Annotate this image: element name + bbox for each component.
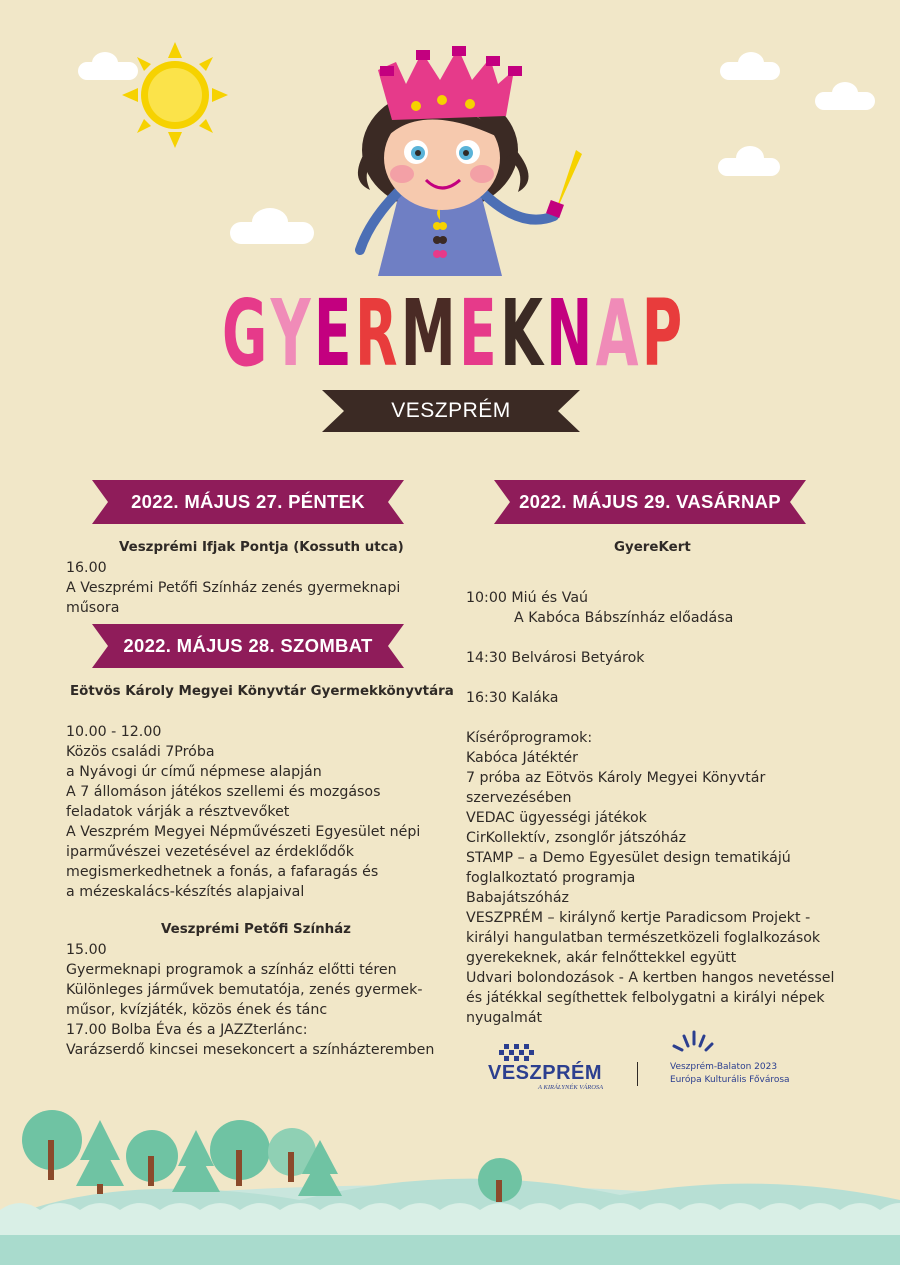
program-line: Különleges járművek bemutatója, zenés gyermek- [66,982,423,998]
ecoc-logo [670,1030,820,1090]
date-banner-label: 2022. MÁJUS 27. PÉNTEK [131,491,365,512]
date-banner-sunday [494,480,806,524]
program-line: foglalkoztató programja [466,870,636,886]
cloud-icon [252,208,288,236]
sun-icon [120,40,230,150]
subtitle-ribbon [322,388,580,434]
title-letter: P [641,280,683,387]
program-line: 16.00 [66,560,107,576]
title-letter: Y [270,280,311,387]
program-line: szervezésében [466,790,572,806]
program-line: 16:30 Kaláka [466,690,559,706]
crown-grid-icon [488,1042,608,1064]
program-line: gyerekeknek, akár felnőttekkel együtt [466,950,737,966]
program-line: Közös családi 7Próba [66,744,215,760]
title-letter: E [313,280,352,387]
date-banner-label: 2022. MÁJUS 28. SZOMBAT [123,635,373,656]
ecoc-line2: Európa Kulturális Fővárosa [670,1075,790,1085]
title-letter: E [459,280,497,387]
program-line: a mézeskalács-készítés alapjaival [66,884,305,900]
title-letter: G [222,280,268,387]
cloud-icon [92,52,118,74]
program-line: STAMP – a Demo Egyesület design tematikájú [466,850,791,866]
program-line: 17.00 Bolba Éva és a JAZZterlánc: [66,1022,308,1038]
program-line: 10:00 Miú és Vaú [466,590,588,606]
program-line: CirKollektív, zsonglőr játszóház [466,830,687,846]
logo-divider [637,1062,638,1086]
program-line: 10.00 - 12.00 [66,724,162,740]
landscape-illustration [0,1100,900,1265]
program-line: megismerkedhetnek a fonás, a fafaragás és [66,864,379,880]
program-line: A Kabóca Bábszínház előadása [514,610,734,626]
program-line: Varázserdő kincsei mesekoncert a színházteremben [66,1042,435,1058]
program-line: 14:30 Belvárosi Betyárok [466,650,645,666]
title-letter: A [595,280,639,387]
cloud-icon [738,52,764,74]
program-line: Babajátszóház [466,890,569,906]
date-banner-saturday [92,624,404,668]
title-letter: N [546,280,593,387]
venue-heading: GyereKert [614,540,691,555]
program-line: királyi hangulatban természetközeli foglalkozások [466,930,821,946]
program-line: és játékkal segíthettek felbolygatni a királyi népek [466,990,825,1006]
program-line: 7 próba az Eötvös Károly Megyei Könyvtár [466,770,766,786]
logo-name: VESZPRÉM [488,1062,603,1084]
program-line: VEDAC ügyességi játékok [466,810,647,826]
program-line: Kísérőprogramok: [466,730,593,746]
princess-illustration [330,40,590,280]
program-line: A Veszprém Megyei Népművészeti Egyesület népi [66,824,421,840]
title-letter: K [500,280,543,387]
veszprem-logo [488,1042,608,1098]
logo-tagline: A KIRÁLYNÉK VÁROSA [538,1084,604,1091]
page-subtitle: VESZPRÉM [391,399,511,422]
title-letter: R [354,280,398,387]
venue-heading: Eötvös Károly Megyei Könyvtár Gyermekkönyvtára [70,684,454,699]
venue-heading: Veszprémi Ifjak Pontja (Kossuth utca) [119,540,404,555]
program-line: műsor, kvízjáték, közös ének és tánc [66,1002,328,1018]
cloud-icon [832,82,858,104]
program-line: VESZPRÉM – királynő kertje Paradicsom Projekt - [466,910,811,926]
date-banner-label: 2022. MÁJUS 29. VASÁRNAP [519,491,781,512]
program-line: nyugalmát [466,1010,543,1026]
program-line: iparművészei vezetésével az érdeklődők [66,844,354,860]
program-line: 15.00 [66,942,107,958]
ecoc-line1: Veszprém-Balaton 2023 [670,1062,778,1072]
cloud-icon [736,146,764,170]
program-line: a Nyávogi úr című népmese alapján [66,764,322,780]
date-banner-friday [92,480,404,524]
ecoc-mark-icon [670,1030,714,1054]
program-line: Kabóca Játéktér [466,750,578,766]
saturday-program [66,682,456,1060]
program-line: Udvari bolondozások - A kertben hangos nevetéssel [466,970,835,986]
page-title [222,280,683,387]
friday-program [66,538,446,618]
program-line: feladatok várják a résztvevőket [66,804,290,820]
venue-heading: Veszprémi Petőfi Színház [161,922,351,937]
sunday-program [466,538,866,1028]
program-line: A 7 állomáson játékos szellemi és mozgásos [66,784,381,800]
title-letter: M [400,280,456,387]
program-line: A Veszprémi Petőfi Színház zenés gyermeknapi [66,580,401,596]
program-line: műsora [66,600,120,616]
program-line: Gyermeknapi programok a színház előtti téren [66,962,397,978]
